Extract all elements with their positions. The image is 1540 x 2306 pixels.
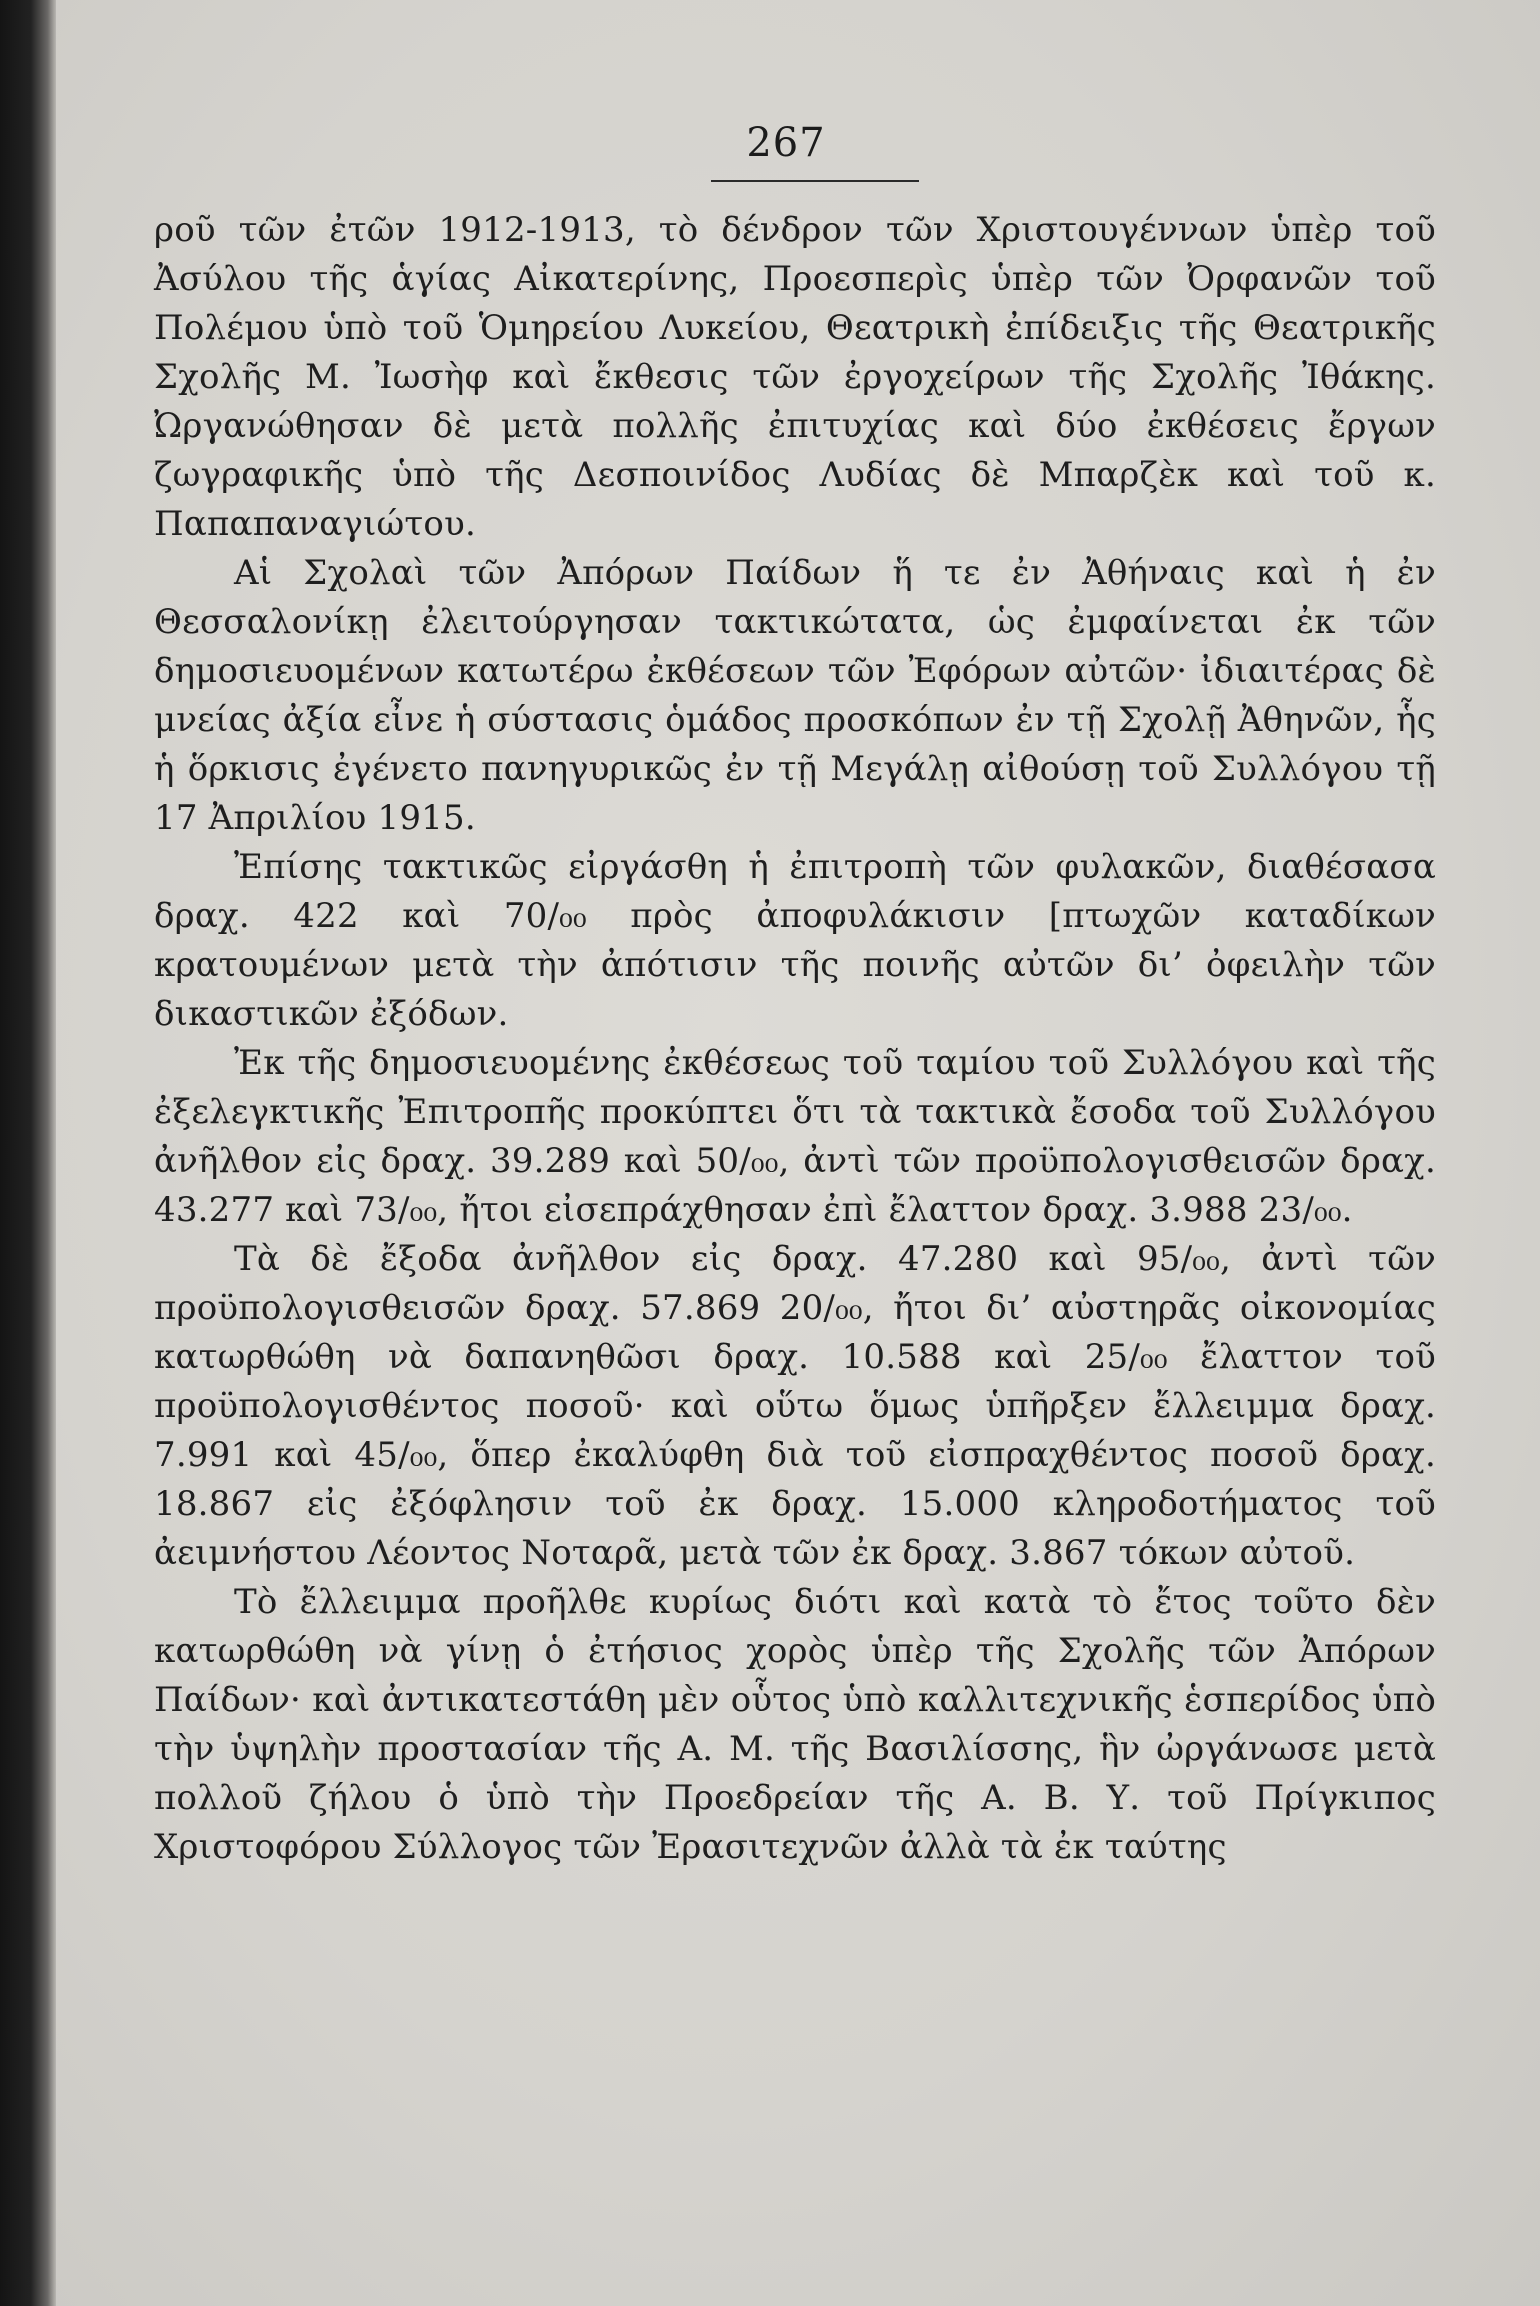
paragraph-5: Τὰ δὲ ἔξοδα ἀνῆλθον εἰς δραχ. 47.280 καὶ 95/₀₀, ἀντὶ τῶν προϋπολογισθεισῶν δραχ. 57.869 20/₀₀, ἤτοι δι’ αὐστηρᾶς οἰκονομίας κατωρθώθη νὰ δαπανηθῶσι δραχ. 10.588 καὶ 25/₀₀ ἔλαττον τοῦ προϋπολογισθέντος ποσοῦ· καὶ οὕτω ὅμως ὑπῆρξεν ἔλλειμμα δραχ. 7.991 καὶ 45/₀₀, ὅπερ ἐκαλύφθη διὰ τοῦ εἰσπραχθέντος ποσοῦ δραχ. 18.867 εἰς ἐξόφλησιν τοῦ ἐκ δραχ. 15.000 κληροδοτήματος τοῦ ἀειμνήστου Λέοντος Νοταρᾶ, μετὰ τῶν ἐκ δραχ. 3.867 τόκων αὐτοῦ. [154, 1239, 1436, 1573]
paragraph-2: Αἱ Σχολαὶ τῶν Ἀπόρων Παίδων ἥ τε ἐν Ἀθήναις καὶ ἡ ἐν Θεσσαλονίκῃ ἐλειτούργησαν τακτικώτατα, ὡς ἐμφαίνεται ἐκ τῶν δημοσιευομένων κατωτέρω ἐκθέσεων τῶν Ἐφόρων αὐτῶν· ἰδιαιτέρας δὲ μνείας ἀξία εἶνε ἡ σύστασις ὁμάδος προσκόπων ἐν τῇ Σχολῇ Ἀθηνῶν, ἧς ἡ ὅρκισις ἐγένετο πανηγυρικῶς ἐν τῇ Μεγάλῃ αἰθούσῃ τοῦ Συλλόγου τῇ 17 Ἀπριλίου 1915. [154, 553, 1436, 838]
book-binding-edge [0, 0, 56, 2306]
page-number: 267 [746, 120, 826, 166]
paragraph-4: Ἐκ τῆς δημοσιευομένης ἐκθέσεως τοῦ ταμίου τοῦ Συλλόγου καὶ τῆς ἐξελεγκτικῆς Ἐπιτροπῆς προκύπτει ὅτι τὰ τακτικὰ ἔσοδα τοῦ Συλλόγου ἀνῆλθον εἰς δραχ. 39.289 καὶ 50/₀₀, ἀντὶ τῶν προϋπολογισθεισῶν δραχ. 43.277 καὶ 73/₀₀, ἤτοι εἰσεπράχθησαν ἐπὶ ἔλαττον δραχ. 3.988 23/₀₀. [154, 1043, 1436, 1230]
body-text [154, 206, 1436, 1872]
header-rule [711, 180, 919, 182]
paragraph-6: Τὸ ἔλλειμμα προῆλθε κυρίως διότι καὶ κατὰ τὸ ἔτος τοῦτο δὲν κατωρθώθη νὰ γίνῃ ὁ ἐτήσιος χορὸς ὑπὲρ τῆς Σχολῆς τῶν Ἀπόρων Παίδων· καὶ ἀντικατεστάθη μὲν οὗτος ὑπὸ καλλιτεχνικῆς ἑσπερίδος ὑπὸ τὴν ὑψηλὴν προστασίαν τῆς Α. Μ. τῆς Βασιλίσσης, ἣν ὠργάνωσε μετὰ πολλοῦ ζήλου ὁ ὑπὸ τὴν Προεδρείαν τῆς Α. Β. Υ. τοῦ Πρίγκιπος Χριστοφόρου Σύλλογος τῶν Ἐρασιτεχνῶν ἀλλὰ τὰ ἐκ ταύτης [154, 1582, 1436, 1867]
book-page [56, 0, 1540, 2306]
paragraph-3: Ἐπίσης τακτικῶς εἰργάσθη ἡ ἐπιτροπὴ τῶν φυλακῶν, διαθέσασα δραχ. 422 καὶ 70/₀₀ πρὸς ἀποφυλάκισιν [πτωχῶν καταδίκων κρατουμένων μετὰ τὴν ἀπότισιν τῆς ποινῆς αὐτῶν δι’ ὀφειλὴν τῶν δικαστικῶν ἐξόδων. [154, 847, 1436, 1034]
paragraph-1: ροῦ τῶν ἐτῶν 1912-1913, τὸ δένδρον τῶν Χριστουγέννων ὑπὲρ τοῦ Ἀσύλου τῆς ἁγίας Αἰκατερίνης, Προεσπερὶς ὑπὲρ τῶν Ὀρφανῶν τοῦ Πολέμου ὑπὸ τοῦ Ὁμηρείου Λυκείου, Θεατρικὴ ἐπίδειξις τῆς Θεατρικῆς Σχολῆς Μ. Ἰωσὴφ καὶ ἔκθεσις τῶν ἐργοχείρων τῆς Σχολῆς Ἰθάκης. Ὠργανώθησαν δὲ μετὰ πολλῆς ἐπιτυχίας καὶ δύο ἐκθέσεις ἔργων ζωγραφικῆς ὑπὸ τῆς Δεσποινίδος Λυδίας δὲ Μπαρζὲκ καὶ τοῦ κ. Παπαπαναγιώτου. [154, 210, 1436, 544]
